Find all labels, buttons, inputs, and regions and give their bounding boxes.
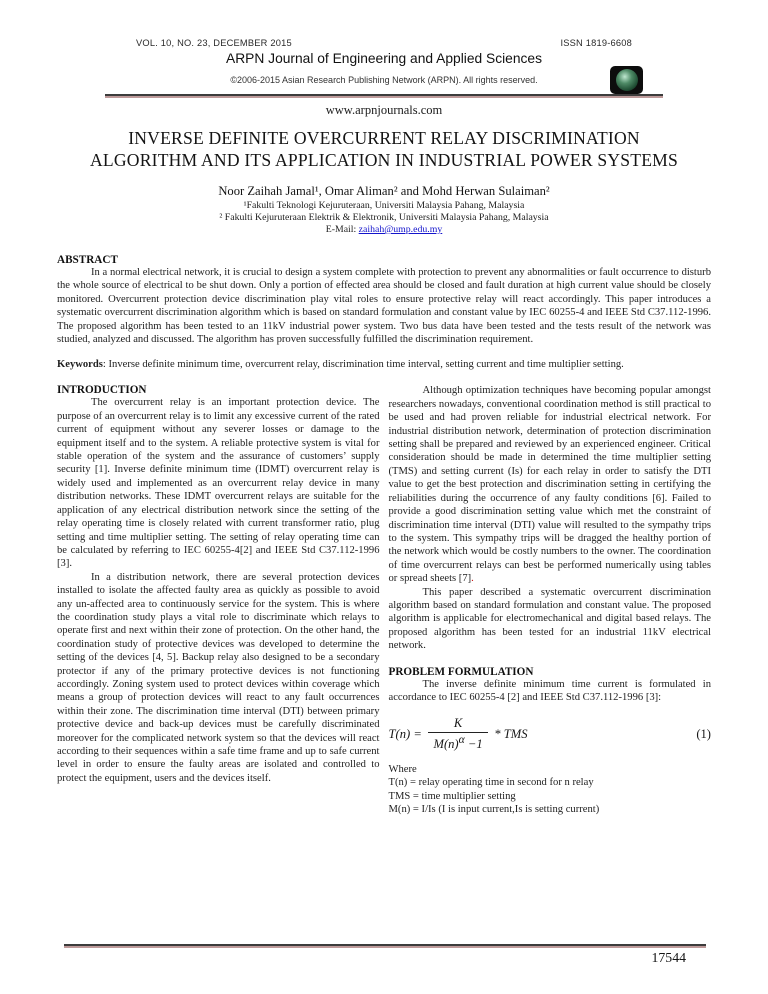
footer-divider-rose-line bbox=[64, 946, 706, 948]
keywords-label: Keywords bbox=[57, 359, 103, 371]
problem-formulation-heading: PROBLEM FORMULATION bbox=[388, 665, 534, 678]
red-period: . bbox=[471, 573, 474, 585]
equation-numerator: K bbox=[428, 716, 488, 733]
right-paragraph-1 bbox=[389, 384, 712, 585]
header-divider-rose-line bbox=[105, 96, 663, 98]
header-meta-row bbox=[136, 38, 632, 48]
alpha-exponent: α bbox=[458, 734, 465, 747]
abstract-heading: ABSTRACT bbox=[57, 254, 118, 266]
volume-line: VOL. 10, NO. 23, DECEMBER 2015 bbox=[136, 38, 292, 48]
journal-website: www.arpnjournals.com bbox=[325, 103, 443, 117]
page-content bbox=[0, 254, 768, 817]
right-paragraph-1-text: Although optimization techniques have becoming popular amongst researchers nowadays, conventional coordination method is still practical to be used and had proven reliable for industrial electrical network. For industrial distribution network, determination of protection discrimination setting shall be prepared and reviewed by an experienced engineer. Critical consideration should be made in determined the time multiplier setting (TMS) and setting current (Is) for each relay in order to satisfy the DTI value to get the best protection and discrimination setting in certifying the reliabilities during the occurrence of any faulty conditions [6]. Failed to provide a good discrimination setting value which met the constraint of discrimination time interval (DTI) value will resulted to the sympathy trips to the system. This sympathy trips will be dragged the healthy portion of the network which would be costly numbers to the owner. The coordination of time overcurrent relays can best be performed numerically using tables or spread sheets [7] bbox=[388, 385, 711, 585]
keywords-line bbox=[57, 359, 711, 370]
header-divider bbox=[105, 94, 663, 98]
keywords-text: : Inverse definite minimum time, overcurrent relay, discrimination time interval, setting current and time multiplier setting. bbox=[102, 359, 624, 371]
introduction-paragraph-2: In a distribution network, there are several protection devices installed to isolate the affected faulty area as quickly as possible to avoid any un-affected area to continuously service for the system. This is where the coordination study plays a vital role to discriminate which relays to operate first and next within their zone of protection. On the other hand, the coordination study of protective devices was developed to determine the setting of the devices [4, 5]. Backup relay also designed to be a secondary protector if any of the primary protective devices is not functioning accordingly. Zoning system used to protect devices within coverage which means a group of protection devices will react to any fault occurrences within their zone. The discrimination time interval (DTI) between primary protective device and back-up devices must be carefully discriminated moreover for the complicated network system so that the devices will react according to their sequences within a safe time frame and up to safe current level in order to ensure the faulty areas are isolated and controlled to protect the equipment, users and the devices itself. bbox=[57, 571, 380, 784]
author-names: Noor Zaihah Jamal¹, Omar Aliman² and Mohd Herwan Sulaiman² bbox=[218, 184, 550, 198]
email-line bbox=[0, 224, 768, 235]
definition-tn: T(n) = relay operating time in second for n relay bbox=[388, 777, 594, 789]
globe-icon bbox=[616, 69, 638, 91]
equation-fraction bbox=[428, 716, 488, 752]
introduction-paragraph-1: The overcurrent relay is an important protection device. The purpose of an overcurrent relay is to limit any excessive current of the rated current of equipment without any severer losses or damage to the equipment itself and to the system. A reliable protective system is vital for stable operation of the system and the assurance of customers’ supply security [1]. Inverse definite minimum time (IDMT) overcurrent relay is widely used and implemented as an overcurrent relay device in many distribution networks. These IDMT overcurrent relays are suitable for the application of any electrical distribution network since the setting of the relay operating time is closely related with current transformer ratio, plug setting and time multiplier setting. The setting of relay operating time can be calculated by referring to IEC 60255-4[2] and IEEE Std C37.112-1996 [3]. bbox=[57, 397, 380, 570]
right-column bbox=[389, 384, 712, 817]
equation-number: (1) bbox=[696, 726, 711, 741]
copyright-line: ©2006-2015 Asian Research Publishing Network (ARPN). All rights reserved. bbox=[230, 75, 538, 85]
problem-formulation-intro: The inverse definite minimum time current is formulated in accordance to IEC 60255-4 [2] and IEEE Std C37.112-1996 [3]: bbox=[388, 678, 711, 703]
left-column bbox=[57, 384, 380, 817]
article-title-line1: INVERSE DEFINITE OVERCURRENT RELAY DISCRIMINATION bbox=[128, 128, 640, 148]
two-column-body bbox=[57, 384, 711, 817]
journal-title: ARPN Journal of Engineering and Applied Sciences bbox=[226, 51, 542, 66]
page-number: 17544 bbox=[651, 950, 686, 965]
right-paragraph-2: This paper described a systematic overcurrent discrimination algorithm based on standard formulation and constant value. The proposed algorithm is applicable for electromechanical and digital based relays. The proposed algorithm has been tested for an industrial 11kV electrical network. bbox=[388, 586, 711, 652]
equation-multiplier: * TMS bbox=[494, 726, 528, 741]
footer-divider bbox=[64, 944, 706, 948]
equation-lhs: T(n) = bbox=[388, 726, 422, 741]
definition-tms: TMS = time multiplier setting bbox=[388, 790, 516, 802]
where-label: Where bbox=[388, 763, 417, 775]
definition-mn: M(n) = I/Is (I is input current,Is is setting current) bbox=[388, 804, 600, 816]
email-label: E-Mail: bbox=[325, 224, 359, 235]
issn-line: ISSN 1819-6608 bbox=[560, 38, 632, 48]
equation-1 bbox=[389, 716, 712, 752]
journal-header bbox=[0, 0, 768, 118]
introduction-heading: INTRODUCTION bbox=[57, 384, 147, 397]
article-title bbox=[0, 127, 768, 171]
denominator-tail: −1 bbox=[464, 737, 483, 752]
affiliation-1: ¹Fakulti Teknologi Kejuruteraan, Universiti Malaysia Pahang, Malaysia bbox=[243, 200, 525, 211]
denominator-base: M(n) bbox=[433, 737, 459, 752]
arpn-logo-icon bbox=[610, 66, 643, 94]
equation-denominator bbox=[433, 733, 482, 752]
where-block bbox=[389, 763, 712, 817]
article-title-line2: ALGORITHM AND ITS APPLICATION IN INDUSTRIAL POWER SYSTEMS bbox=[90, 150, 678, 170]
email-link[interactable]: zaihah@ump.edu.my bbox=[358, 224, 443, 235]
abstract-text: In a normal electrical network, it is crucial to design a system complete with protection to prevent any abnormalities or fault occurrence to disturb the whole source of electrical to be shut down. Only a portion of effected area should be closed and fault duration at high current value should be closely monitored. Overcurrent protection device discrimination play vital roles to ensure protective relay will react accordingly. This paper introduces a systematic overcurrent discrimination algorithm which is based on standard formulation and constant value by IEC 60255-4 and IEEE Std C37.112-1996. The proposed algorithm has been tested to an 11kV industrial power system. Two bus data have been tested and the tests result of the network was studied, analyzed and discussed. The algorithm has proven successfully fulfilled the discrimination requirement. bbox=[57, 267, 711, 346]
affiliation-2: ² Fakulti Kejuruteraan Elektrik & Elektronik, Universiti Malaysia Pahang, Malaysia bbox=[219, 212, 549, 223]
